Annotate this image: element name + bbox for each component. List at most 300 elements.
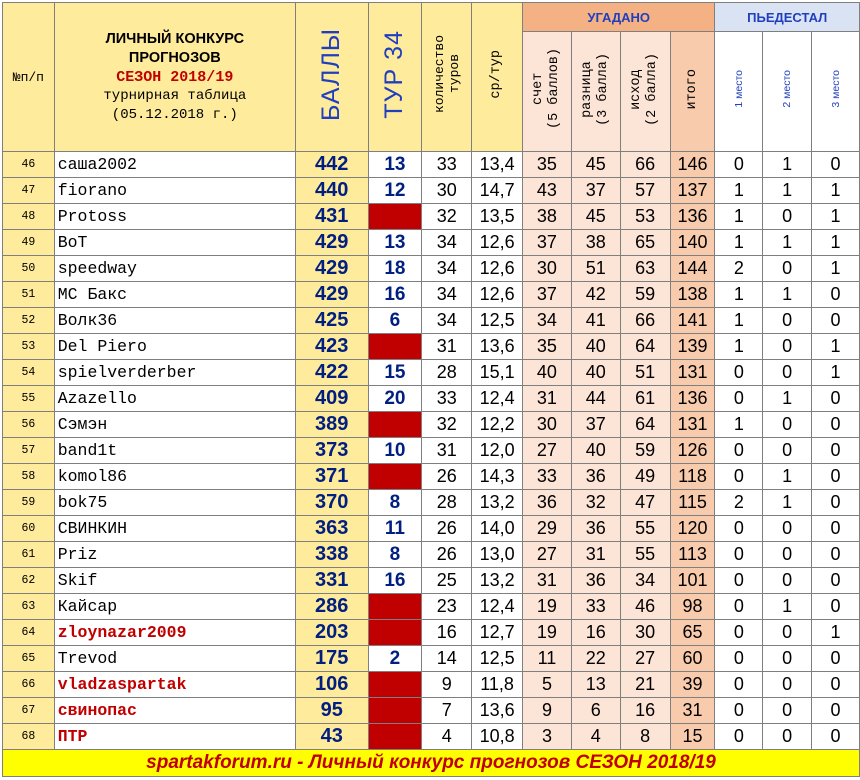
table-body xyxy=(3,152,860,750)
cell-diff: 16 xyxy=(571,620,620,646)
table-row xyxy=(3,698,860,724)
cell-score: 27 xyxy=(523,542,572,568)
cell-name: Skif xyxy=(54,568,295,594)
cell-tour: 13 xyxy=(368,152,422,178)
cell-p1: 0 xyxy=(715,672,763,698)
cell-name: zloynazar2009 xyxy=(54,620,295,646)
cell-diff: 32 xyxy=(571,490,620,516)
cell-no: 49 xyxy=(3,230,55,256)
cell-outcome: 57 xyxy=(620,178,670,204)
cell-rounds: 30 xyxy=(422,178,472,204)
cell-outcome: 34 xyxy=(620,568,670,594)
cell-p1: 1 xyxy=(715,412,763,438)
cell-points: 429 xyxy=(295,230,368,256)
cell-avg: 13,4 xyxy=(472,152,523,178)
cell-rounds: 4 xyxy=(422,724,472,750)
cell-name: СВИНКИН xyxy=(54,516,295,542)
cell-avg: 12,6 xyxy=(472,256,523,282)
cell-p2: 1 xyxy=(763,490,812,516)
header-podium-group: ПЬЕДЕСТАЛ xyxy=(715,3,860,32)
cell-total: 126 xyxy=(670,438,715,464)
cell-name: Кайсар xyxy=(54,594,295,620)
cell-p3: 0 xyxy=(812,282,860,308)
cell-name: Protoss xyxy=(54,204,295,230)
cell-avg: 13,6 xyxy=(472,334,523,360)
cell-p3: 1 xyxy=(812,204,860,230)
cell-outcome: 55 xyxy=(620,516,670,542)
cell-score: 38 xyxy=(523,204,572,230)
cell-points: 422 xyxy=(295,360,368,386)
cell-score: 19 xyxy=(523,594,572,620)
cell-p3: 0 xyxy=(812,672,860,698)
cell-rounds: 34 xyxy=(422,256,472,282)
cell-points: 442 xyxy=(295,152,368,178)
cell-p3: 0 xyxy=(812,412,860,438)
header-place-2: 2 место xyxy=(763,32,812,152)
cell-tour xyxy=(368,594,422,620)
cell-total: 39 xyxy=(670,672,715,698)
cell-p2: 0 xyxy=(763,568,812,594)
cell-p3: 0 xyxy=(812,308,860,334)
cell-no: 50 xyxy=(3,256,55,282)
cell-score: 19 xyxy=(523,620,572,646)
cell-p3: 0 xyxy=(812,464,860,490)
cell-total: 101 xyxy=(670,568,715,594)
cell-rounds: 32 xyxy=(422,412,472,438)
cell-tour: 2 xyxy=(368,646,422,672)
cell-p2: 1 xyxy=(763,594,812,620)
header-outcome: исход (2 балла) xyxy=(620,32,670,152)
cell-p1: 2 xyxy=(715,256,763,282)
title-line-2: ПРОГНОЗОВ xyxy=(128,49,221,66)
cell-avg: 12,0 xyxy=(472,438,523,464)
cell-score: 37 xyxy=(523,282,572,308)
cell-name: Priz xyxy=(54,542,295,568)
cell-score: 5 xyxy=(523,672,572,698)
cell-outcome: 46 xyxy=(620,594,670,620)
cell-avg: 15,1 xyxy=(472,360,523,386)
cell-diff: 6 xyxy=(571,698,620,724)
cell-total: 137 xyxy=(670,178,715,204)
table-row xyxy=(3,490,860,516)
cell-rounds: 28 xyxy=(422,360,472,386)
cell-p2: 1 xyxy=(763,230,812,256)
cell-rounds: 7 xyxy=(422,698,472,724)
cell-total: 115 xyxy=(670,490,715,516)
cell-outcome: 64 xyxy=(620,334,670,360)
cell-p3: 1 xyxy=(812,256,860,282)
cell-no: 63 xyxy=(3,594,55,620)
cell-points: 203 xyxy=(295,620,368,646)
cell-outcome: 30 xyxy=(620,620,670,646)
cell-rounds: 34 xyxy=(422,308,472,334)
cell-name: ПТР xyxy=(54,724,295,750)
cell-points: 43 xyxy=(295,724,368,750)
cell-score: 33 xyxy=(523,464,572,490)
title-subtitle: турнирная таблица xyxy=(103,87,247,104)
cell-name: свинопас xyxy=(54,698,295,724)
cell-outcome: 8 xyxy=(620,724,670,750)
cell-no: 47 xyxy=(3,178,55,204)
cell-outcome: 51 xyxy=(620,360,670,386)
cell-points: 431 xyxy=(295,204,368,230)
cell-score: 3 xyxy=(523,724,572,750)
cell-no: 58 xyxy=(3,464,55,490)
header-title xyxy=(54,3,295,152)
cell-p1: 0 xyxy=(715,386,763,412)
cell-p3: 0 xyxy=(812,152,860,178)
cell-p2: 0 xyxy=(763,724,812,750)
cell-p2: 1 xyxy=(763,386,812,412)
cell-tour xyxy=(368,698,422,724)
cell-name: komol86 xyxy=(54,464,295,490)
cell-name: band1t xyxy=(54,438,295,464)
cell-no: 48 xyxy=(3,204,55,230)
cell-score: 34 xyxy=(523,308,572,334)
cell-tour: 20 xyxy=(368,386,422,412)
cell-p2: 0 xyxy=(763,256,812,282)
cell-p1: 0 xyxy=(715,464,763,490)
cell-points: 373 xyxy=(295,438,368,464)
cell-avg: 10,8 xyxy=(472,724,523,750)
cell-p1: 0 xyxy=(715,724,763,750)
cell-avg: 13,2 xyxy=(472,568,523,594)
cell-p2: 1 xyxy=(763,464,812,490)
cell-total: 15 xyxy=(670,724,715,750)
cell-total: 131 xyxy=(670,360,715,386)
cell-p3: 0 xyxy=(812,516,860,542)
cell-p1: 0 xyxy=(715,620,763,646)
cell-name: BoT xyxy=(54,230,295,256)
cell-p3: 0 xyxy=(812,594,860,620)
cell-tour xyxy=(368,620,422,646)
cell-p3: 0 xyxy=(812,568,860,594)
cell-avg: 12,7 xyxy=(472,620,523,646)
cell-no: 46 xyxy=(3,152,55,178)
cell-p3: 0 xyxy=(812,646,860,672)
cell-score: 31 xyxy=(523,568,572,594)
cell-diff: 4 xyxy=(571,724,620,750)
cell-p2: 0 xyxy=(763,698,812,724)
cell-score: 43 xyxy=(523,178,572,204)
cell-name: spielverderber xyxy=(54,360,295,386)
cell-score: 40 xyxy=(523,360,572,386)
header-average: ср/тур xyxy=(472,3,523,152)
cell-points: 389 xyxy=(295,412,368,438)
cell-p2: 0 xyxy=(763,308,812,334)
cell-score: 35 xyxy=(523,152,572,178)
cell-no: 54 xyxy=(3,360,55,386)
table-row xyxy=(3,724,860,750)
cell-diff: 45 xyxy=(571,152,620,178)
cell-outcome: 16 xyxy=(620,698,670,724)
cell-no: 59 xyxy=(3,490,55,516)
header-difference: разница (3 балла) xyxy=(571,32,620,152)
cell-tour xyxy=(368,204,422,230)
cell-p2: 0 xyxy=(763,334,812,360)
cell-name: vladzaspartak xyxy=(54,672,295,698)
cell-diff: 36 xyxy=(571,516,620,542)
cell-score: 30 xyxy=(523,256,572,282)
cell-tour xyxy=(368,412,422,438)
cell-p2: 0 xyxy=(763,620,812,646)
cell-diff: 40 xyxy=(571,360,620,386)
cell-tour: 15 xyxy=(368,360,422,386)
cell-diff: 40 xyxy=(571,334,620,360)
cell-name: speedway xyxy=(54,256,295,282)
cell-outcome: 47 xyxy=(620,490,670,516)
table-row xyxy=(3,646,860,672)
standings-table xyxy=(2,2,860,777)
table-row xyxy=(3,412,860,438)
cell-total: 98 xyxy=(670,594,715,620)
cell-outcome: 65 xyxy=(620,230,670,256)
cell-p2: 0 xyxy=(763,412,812,438)
cell-p1: 0 xyxy=(715,438,763,464)
cell-rounds: 33 xyxy=(422,152,472,178)
cell-no: 64 xyxy=(3,620,55,646)
cell-p1: 0 xyxy=(715,568,763,594)
cell-outcome: 53 xyxy=(620,204,670,230)
cell-score: 37 xyxy=(523,230,572,256)
cell-points: 338 xyxy=(295,542,368,568)
cell-points: 106 xyxy=(295,672,368,698)
cell-tour: 13 xyxy=(368,230,422,256)
cell-avg: 12,5 xyxy=(472,646,523,672)
cell-score: 29 xyxy=(523,516,572,542)
cell-p3: 1 xyxy=(812,334,860,360)
cell-points: 371 xyxy=(295,464,368,490)
cell-p1: 1 xyxy=(715,282,763,308)
cell-no: 68 xyxy=(3,724,55,750)
cell-no: 60 xyxy=(3,516,55,542)
cell-avg: 13,6 xyxy=(472,698,523,724)
cell-outcome: 49 xyxy=(620,464,670,490)
cell-points: 363 xyxy=(295,516,368,542)
table-row xyxy=(3,542,860,568)
cell-diff: 42 xyxy=(571,282,620,308)
table-row xyxy=(3,256,860,282)
cell-outcome: 63 xyxy=(620,256,670,282)
cell-tour: 6 xyxy=(368,308,422,334)
cell-rounds: 26 xyxy=(422,542,472,568)
cell-no: 66 xyxy=(3,672,55,698)
cell-rounds: 33 xyxy=(422,386,472,412)
cell-p3: 0 xyxy=(812,490,860,516)
header-place-1: 1 место xyxy=(715,32,763,152)
cell-p1: 0 xyxy=(715,698,763,724)
header-rounds-count: количество туров xyxy=(422,3,472,152)
cell-total: 65 xyxy=(670,620,715,646)
cell-p3: 1 xyxy=(812,360,860,386)
cell-p3: 0 xyxy=(812,438,860,464)
header-points: БАЛЛЫ xyxy=(295,3,368,152)
cell-avg: 12,2 xyxy=(472,412,523,438)
table-row xyxy=(3,334,860,360)
cell-p2: 0 xyxy=(763,360,812,386)
cell-score: 35 xyxy=(523,334,572,360)
header-score: счет (5 баллов) xyxy=(523,32,572,152)
cell-no: 57 xyxy=(3,438,55,464)
cell-total: 113 xyxy=(670,542,715,568)
table-row xyxy=(3,594,860,620)
cell-p3: 0 xyxy=(812,698,860,724)
cell-name: fiorano xyxy=(54,178,295,204)
cell-rounds: 25 xyxy=(422,568,472,594)
cell-p3: 1 xyxy=(812,178,860,204)
cell-diff: 44 xyxy=(571,386,620,412)
cell-total: 136 xyxy=(670,204,715,230)
cell-total: 131 xyxy=(670,412,715,438)
cell-rounds: 9 xyxy=(422,672,472,698)
cell-score: 36 xyxy=(523,490,572,516)
cell-name: Del Piero xyxy=(54,334,295,360)
cell-points: 429 xyxy=(295,256,368,282)
cell-points: 95 xyxy=(295,698,368,724)
cell-total: 136 xyxy=(670,386,715,412)
cell-p1: 0 xyxy=(715,360,763,386)
cell-outcome: 64 xyxy=(620,412,670,438)
cell-outcome: 27 xyxy=(620,646,670,672)
cell-rounds: 34 xyxy=(422,282,472,308)
cell-total: 118 xyxy=(670,464,715,490)
cell-avg: 13,0 xyxy=(472,542,523,568)
cell-points: 175 xyxy=(295,646,368,672)
cell-tour: 11 xyxy=(368,516,422,542)
cell-diff: 40 xyxy=(571,438,620,464)
cell-p1: 0 xyxy=(715,152,763,178)
cell-rounds: 14 xyxy=(422,646,472,672)
cell-points: 429 xyxy=(295,282,368,308)
cell-avg: 13,2 xyxy=(472,490,523,516)
cell-p2: 1 xyxy=(763,282,812,308)
cell-tour xyxy=(368,334,422,360)
cell-p3: 1 xyxy=(812,620,860,646)
cell-points: 331 xyxy=(295,568,368,594)
cell-no: 61 xyxy=(3,542,55,568)
table-header xyxy=(3,3,860,152)
cell-avg: 14,0 xyxy=(472,516,523,542)
table-row xyxy=(3,568,860,594)
cell-p2: 0 xyxy=(763,516,812,542)
cell-p2: 0 xyxy=(763,438,812,464)
cell-diff: 51 xyxy=(571,256,620,282)
cell-p2: 1 xyxy=(763,152,812,178)
cell-p1: 0 xyxy=(715,646,763,672)
cell-avg: 12,4 xyxy=(472,594,523,620)
cell-points: 370 xyxy=(295,490,368,516)
cell-avg: 12,5 xyxy=(472,308,523,334)
cell-tour: 16 xyxy=(368,282,422,308)
cell-no: 65 xyxy=(3,646,55,672)
cell-total: 120 xyxy=(670,516,715,542)
cell-score: 11 xyxy=(523,646,572,672)
cell-tour xyxy=(368,672,422,698)
cell-points: 409 xyxy=(295,386,368,412)
table-row xyxy=(3,438,860,464)
cell-no: 55 xyxy=(3,386,55,412)
cell-no: 51 xyxy=(3,282,55,308)
cell-points: 423 xyxy=(295,334,368,360)
table-row xyxy=(3,464,860,490)
table-row xyxy=(3,620,860,646)
table-row xyxy=(3,516,860,542)
cell-rounds: 28 xyxy=(422,490,472,516)
cell-no: 62 xyxy=(3,568,55,594)
cell-outcome: 66 xyxy=(620,308,670,334)
cell-no: 52 xyxy=(3,308,55,334)
cell-total: 31 xyxy=(670,698,715,724)
cell-diff: 36 xyxy=(571,464,620,490)
cell-total: 140 xyxy=(670,230,715,256)
cell-diff: 41 xyxy=(571,308,620,334)
cell-score: 27 xyxy=(523,438,572,464)
cell-p1: 1 xyxy=(715,178,763,204)
cell-tour: 16 xyxy=(368,568,422,594)
cell-tour: 8 xyxy=(368,542,422,568)
cell-p1: 0 xyxy=(715,542,763,568)
table-row xyxy=(3,178,860,204)
cell-tour: 12 xyxy=(368,178,422,204)
table-row xyxy=(3,152,860,178)
cell-diff: 13 xyxy=(571,672,620,698)
cell-total: 144 xyxy=(670,256,715,282)
cell-outcome: 59 xyxy=(620,282,670,308)
table-row xyxy=(3,282,860,308)
cell-p2: 0 xyxy=(763,672,812,698)
cell-tour xyxy=(368,724,422,750)
cell-tour: 10 xyxy=(368,438,422,464)
footer-banner: spartakforum.ru - Личный конкурс прогнозов СЕЗОН 2018/19 xyxy=(3,750,860,777)
cell-tour: 18 xyxy=(368,256,422,282)
table-row xyxy=(3,230,860,256)
cell-score: 9 xyxy=(523,698,572,724)
header-number: №п/п xyxy=(3,3,55,152)
cell-diff: 36 xyxy=(571,568,620,594)
cell-p1: 2 xyxy=(715,490,763,516)
cell-total: 139 xyxy=(670,334,715,360)
cell-avg: 11,8 xyxy=(472,672,523,698)
cell-p2: 0 xyxy=(763,646,812,672)
cell-outcome: 21 xyxy=(620,672,670,698)
cell-total: 141 xyxy=(670,308,715,334)
cell-p1: 1 xyxy=(715,334,763,360)
cell-tour: 8 xyxy=(368,490,422,516)
header-place-3: 3 место xyxy=(812,32,860,152)
cell-p2: 0 xyxy=(763,542,812,568)
cell-name: Trevod xyxy=(54,646,295,672)
cell-name: саша2002 xyxy=(54,152,295,178)
cell-rounds: 23 xyxy=(422,594,472,620)
cell-p1: 1 xyxy=(715,230,763,256)
cell-diff: 33 xyxy=(571,594,620,620)
cell-outcome: 55 xyxy=(620,542,670,568)
cell-p2: 1 xyxy=(763,178,812,204)
cell-points: 425 xyxy=(295,308,368,334)
header-total: итого xyxy=(670,32,715,152)
cell-p2: 0 xyxy=(763,204,812,230)
cell-outcome: 61 xyxy=(620,386,670,412)
cell-points: 286 xyxy=(295,594,368,620)
cell-rounds: 26 xyxy=(422,516,472,542)
cell-avg: 12,4 xyxy=(472,386,523,412)
cell-name: Сэмэн xyxy=(54,412,295,438)
cell-diff: 37 xyxy=(571,178,620,204)
cell-score: 31 xyxy=(523,386,572,412)
cell-diff: 45 xyxy=(571,204,620,230)
cell-rounds: 32 xyxy=(422,204,472,230)
table-row xyxy=(3,672,860,698)
